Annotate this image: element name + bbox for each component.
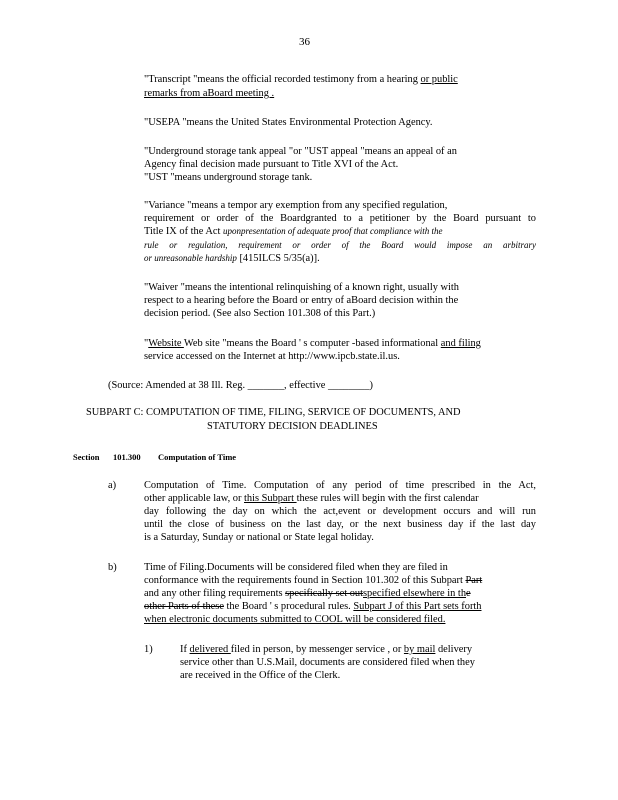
transcript-insert: or public xyxy=(420,74,458,85)
variance-quote-1: uponpresentation of adequate proof that compliance with the xyxy=(222,226,443,236)
para-a-insert: this Subpart xyxy=(244,493,297,504)
website-insert: Website xyxy=(148,338,184,349)
para-b1-marker: 1) xyxy=(144,644,153,655)
ust-line-3: "UST "means underground storage tank. xyxy=(144,172,313,183)
website-text: Web site "means the Board ' s computer -based informational xyxy=(183,338,441,349)
para-b-insert-1: specified elsewhere in th xyxy=(363,588,467,599)
website-insert-2: and filing xyxy=(440,338,481,349)
variance-citation: [415ILCS 5/35(a)]. xyxy=(236,253,320,264)
variance-line-2: requirement or order of the Boardgranted to a petitioner by the Board pursuant to xyxy=(144,213,536,224)
para-b1-line-2: service other than U.S.Mail, documents are considered filed when they xyxy=(180,657,475,668)
variance-line-1: "Variance "means a tempor ary exemption from any specified regulation, xyxy=(144,200,448,211)
waiver-line-3: decision period. (See also Section 101.308 of this Part.) xyxy=(144,308,376,319)
para-b-marker: b) xyxy=(108,562,117,573)
para-b1-line-3: are received in the Office of the Clerk. xyxy=(180,670,341,681)
variance-line-3: Title IX of the Act xyxy=(144,226,223,237)
para-b-strike-3: e xyxy=(466,588,471,599)
subpart-heading-line-1: SUBPART C: COMPUTATION OF TIME, FILING, SERVICE OF DOCUMENTS, AND xyxy=(86,407,461,418)
para-a-line-1: Computation of Time. Computation of any period of time prescribed in the Act, xyxy=(144,480,536,491)
variance-quote-2: rule or regulation, requirement or order of the Board would impose an arbitrary xyxy=(144,240,536,250)
para-a-line-2: other applicable law, or xyxy=(144,493,245,504)
para-b-line-4: the Board ' s procedural rules. xyxy=(223,601,354,612)
para-b-insert-2: Subpart J of this Part sets forth xyxy=(353,601,482,612)
subpart-heading-line-2: STATUTORY DECISION DEADLINES xyxy=(207,421,378,432)
para-b1-line-1b: filed in person, by messenger service , or xyxy=(230,644,404,655)
para-b-strike-2: specifically set out xyxy=(285,588,364,599)
section-label: Section xyxy=(73,452,100,462)
variance-quote-3: or unreasonable hardship xyxy=(144,253,237,263)
para-a-line-2b: these rules will begin with the first calendar xyxy=(296,493,479,504)
ust-line-2: Agency final decision made pursuant to Title XVI of the Act. xyxy=(144,159,399,170)
section-number: 101.300 xyxy=(113,452,141,462)
transcript-text: "Transcript "means the official recorded testimony from a hearing xyxy=(144,74,421,85)
para-b-strike-1: Part xyxy=(465,575,483,586)
section-title: Computation of Time xyxy=(158,452,237,462)
source-note: (Source: Amended at 38 Ill. Reg. _______, effective ________) xyxy=(108,380,373,391)
para-a-line-5: is a Saturday, Sunday or national or State legal holiday. xyxy=(144,532,374,543)
para-a-line-3: day following the day on which the act,event or development occurs and will run xyxy=(144,506,536,517)
para-b1-insert-1: delivered xyxy=(189,644,231,655)
definition-usepa: "USEPA "means the United States Environmental Protection Agency. xyxy=(144,117,433,128)
transcript-insert-2: remarks from aBoard meeting . xyxy=(144,88,275,99)
para-b-line-1: Time of Filing.Documents will be considered filed when they are filed in xyxy=(144,562,448,573)
para-a-marker: a) xyxy=(108,480,117,491)
waiver-line-2: respect to a hearing before the Board or entry of aBoard decision within the xyxy=(144,295,459,306)
waiver-line-1: "Waiver "means the intentional relinquishing of a known right, usually with xyxy=(144,282,459,293)
para-b1-insert-2: by mail xyxy=(403,644,436,655)
para-b-line-2: conformance with the requirements found in Section 101.302 of this Subpart xyxy=(144,575,466,586)
para-b1-line-1c: delivery xyxy=(435,644,473,655)
website-quote: " xyxy=(144,338,149,349)
para-b-insert-3: when electronic documents submitted to COOL will be considered filed. xyxy=(144,614,446,625)
para-b-strike-4: other Parts of these xyxy=(144,601,224,612)
para-a-line-4: until the close of business on the last day, or the next business day if the last day xyxy=(144,519,536,530)
para-b1-line-1: If xyxy=(180,644,190,655)
website-line-2: service accessed on the Internet at http://www.ipcb.state.il.us. xyxy=(144,351,400,362)
ust-line-1: "Underground storage tank appeal "or "UST appeal "means an appeal of an xyxy=(144,146,457,157)
para-b-line-3: and any other filing requirements xyxy=(144,588,286,599)
page-number: 36 xyxy=(299,36,310,48)
